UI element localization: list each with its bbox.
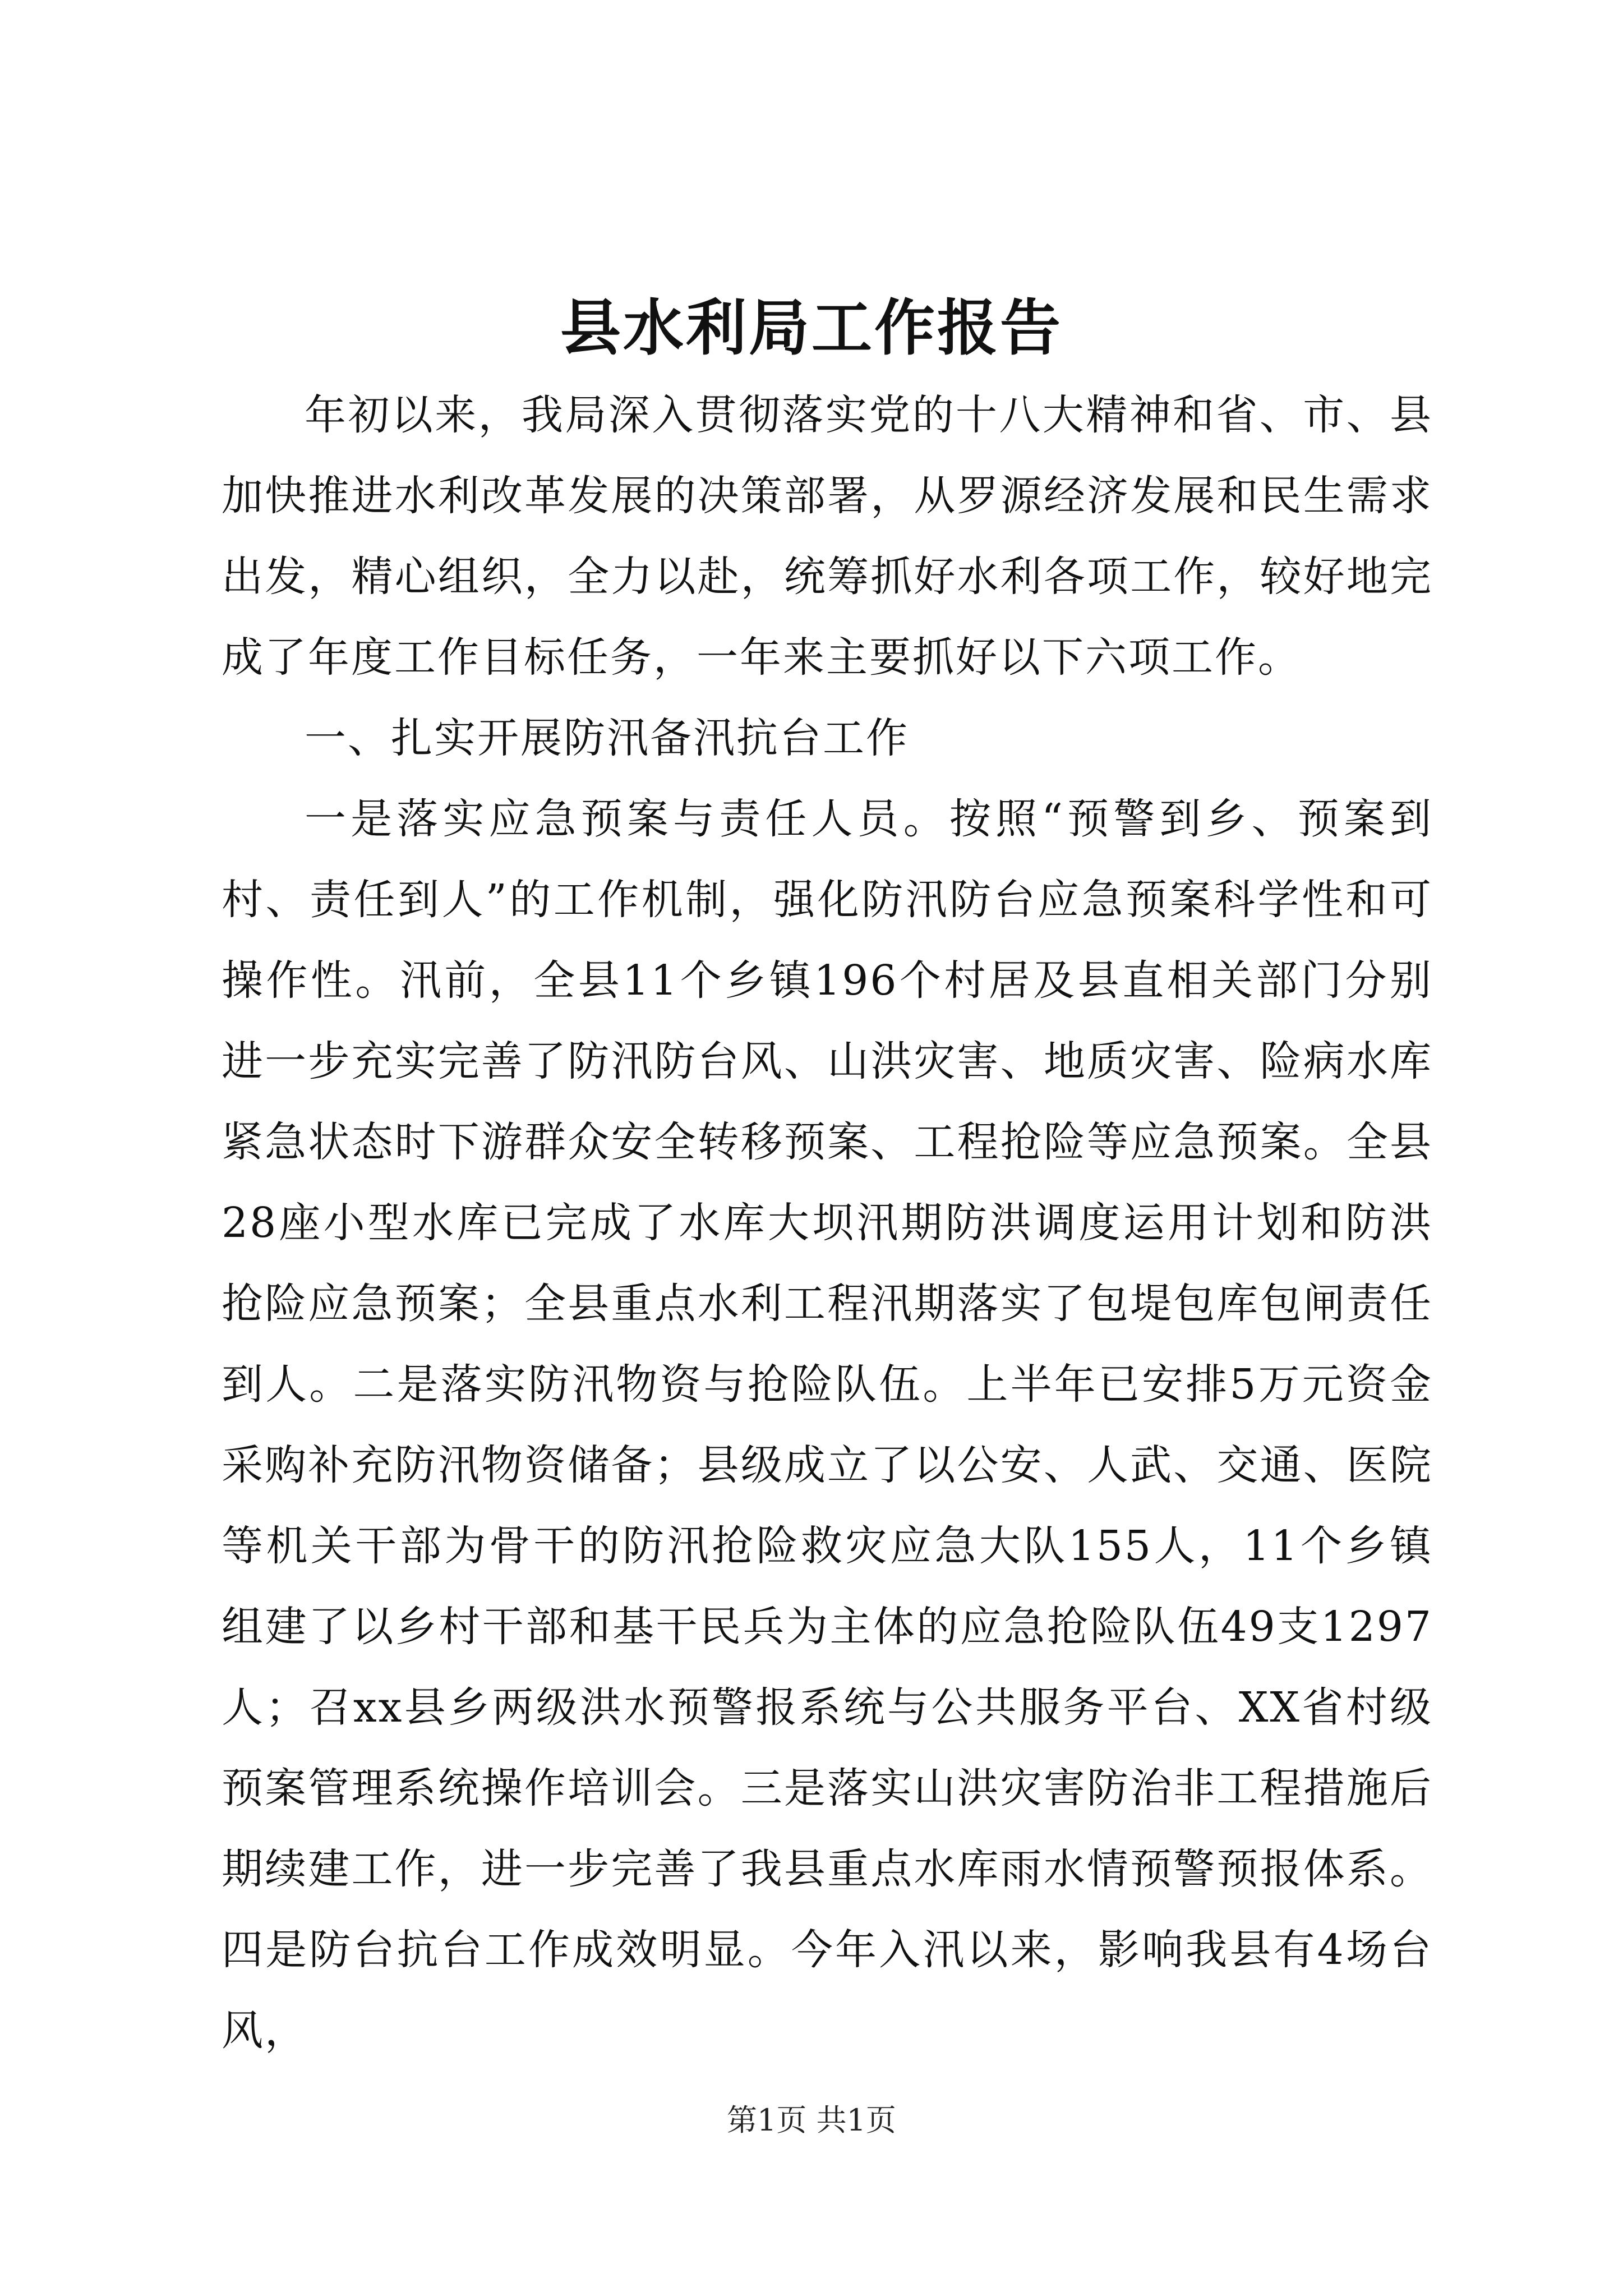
intro-paragraph: 年初以来，我局深入贯彻落实党的十八大精神和省、市、县加快推进水利改革发展的决策部署，从罗源经济发展和民生需求出发，精心组织，全力以赴，统筹抓好水利各项工作，较好地完成了年度工作目标任务，一年来主要抓好以下六项工作。 [222, 391, 1433, 682]
document-title: 县水利局工作报告 [560, 293, 1063, 364]
document-body [222, 375, 1433, 2071]
section-paragraph: 一是落实应急预案与责任人员。按照“预警到乡、预案到村、责任到人”的工作机制，强化防汛防台应急预案科学性和可操作性。汛前，全县11个乡镇196个村居及县直相关部门分别进一步充实完善了防汛防台风、山洪灾害、地质灾害、险病水库紧急状态时下游群众安全转移预案、工程抢险等应急预案。全县28座小型水库已完成了水库大坝汛期防洪调度运用计划和防洪抢险应急预案；全县重点水利工程汛期落实了包堤包库包闸责任到人。二是落实防汛物资与抢险队伍。上半年已安排5万元资金采购补充防汛物资储备；县级成立了以公安、人武、交通、医院等机关干部为骨干的防汛抢险救灾应急大队155人，11个乡镇组建了以乡村干部和基干民兵为主体的应急抢险队伍49支1297人；召xx县乡两级洪水预警报系统与公共服务平台、XX省村级预案管理系统操作培训会。三是落实山洪灾害防治非工程措施后期续建工作，进一步完善了我县重点水库雨水情预警预报体系。四是防台抗台工作成效明显。今年入汛以来，影响我县有4场台风， [222, 795, 1433, 2055]
page-footer: 第1页 共1页 [727, 2102, 896, 2138]
section-heading: 一、扎实开展防汛备汛抗台工作 [305, 714, 909, 762]
